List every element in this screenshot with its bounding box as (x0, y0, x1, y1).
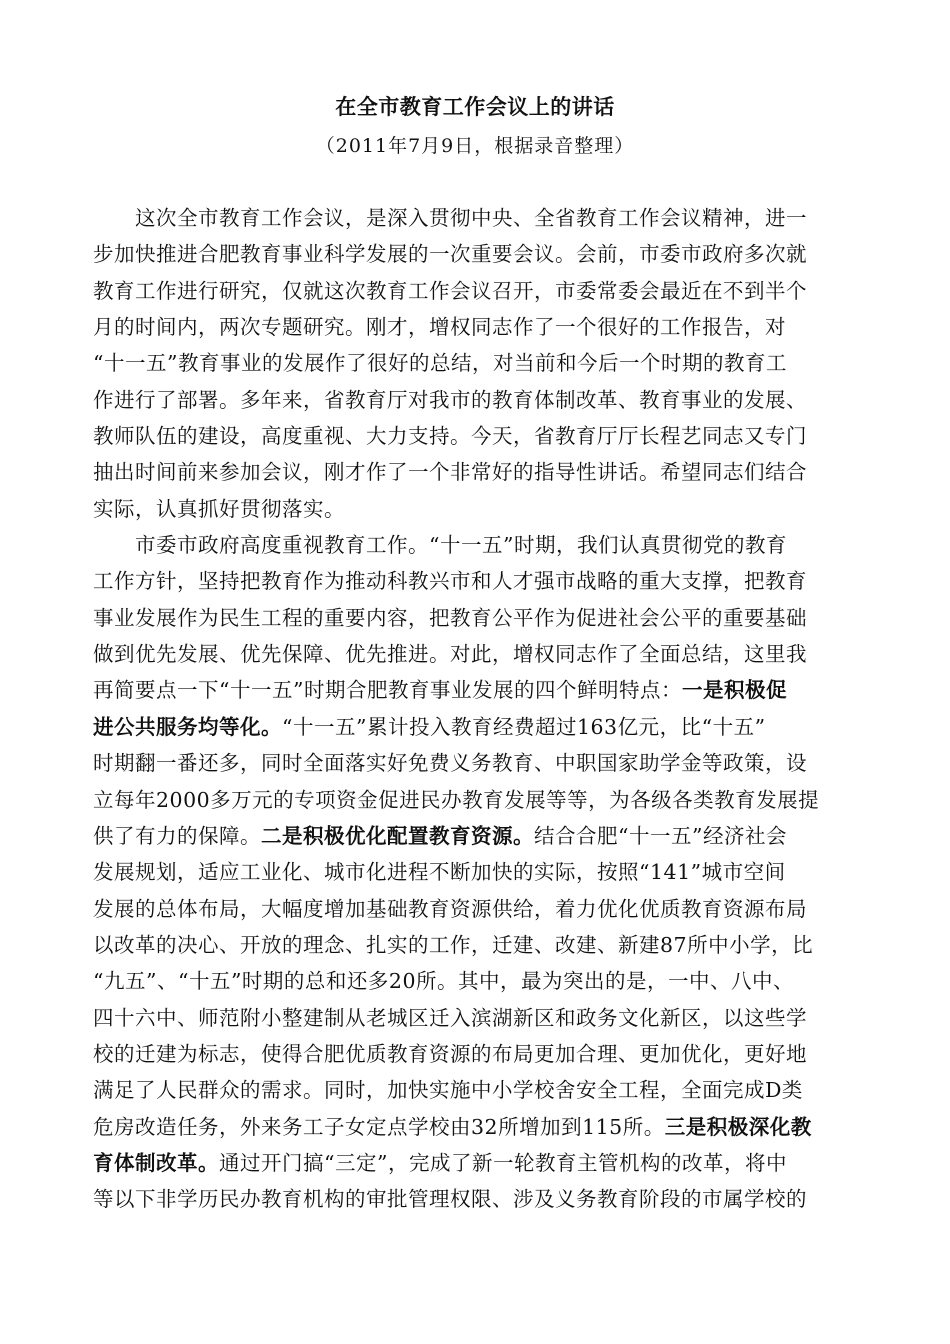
text-line: 育体制改革。通过开门搞“三定”，完成了新一轮教育主管机构的改革，将中 (93, 1150, 787, 1175)
text-line: 时期翻一番还多，同时全面落实好免费义务教育、中职国家助学金等政策，设 (93, 751, 807, 776)
text-line: 再简要点一下“十一五”时期合肥教育事业发展的四个鲜明特点：一是积极促 (93, 678, 787, 703)
text-line: “九五”、“十五”时期的总和还多20所。其中，最为突出的是，一中、八中、 (93, 969, 795, 994)
emphasis-text: 育体制改革。 (93, 1150, 219, 1175)
text-line: 发展的总体布局，大幅度增加基础教育资源供给，着力优化优质教育资源布局 (93, 896, 807, 921)
text-line: 月的时间内，两次专题研究。刚才，增权同志作了一个很好的工作报告，对 (93, 315, 786, 340)
document-body (93, 200, 863, 1218)
text-line: 满足了人民群众的需求。同时，加快实施中小学校舍安全工程，全面完成D类 (93, 1078, 803, 1103)
text-line: 教师队伍的建设，高度重视、大力支持。今天，省教育厅厅长程艺同志又专门 (93, 424, 807, 449)
text-line: “十一五”教育事业的发展作了很好的总结，对当前和今后一个时期的教育工 (93, 351, 787, 376)
text-line: 抽出时间前来参加会议，刚才作了一个非常好的指导性讲话。希望同志们结合 (93, 460, 807, 485)
text-line: 以改革的决心、开放的理念、扎实的工作，迁建、改建、新建87所中小学，比 (93, 932, 814, 957)
text-line: 立每年2000多万元的专项资金促进民办教育发展等等，为各级各类教育发展提 (93, 787, 820, 812)
text-line: 四十六中、师范附小整建制从老城区迁入滨湖新区和政务文化新区，以这些学 (93, 1005, 807, 1030)
text-line: 供了有力的保障。二是积极优化配置教育资源。结合合肥“十一五”经济社会 (93, 823, 787, 848)
text-line: 事业发展作为民生工程的重要内容，把教育公平作为促进社会公平的重要基础 (93, 605, 807, 630)
document-subtitle: （2011年7月9日，根据录音整理） (315, 135, 635, 157)
text-line: 进公共服务均等化。“十一五”累计投入教育经费超过163亿元，比“十五” (93, 714, 766, 739)
text-line: 市委市政府高度重视教育工作。“十一五”时期，我们认真贯彻党的教育 (135, 533, 787, 558)
text-line: 校的迁建为标志，使得合肥优质教育资源的布局更加合理、更加优化，更好地 (93, 1041, 807, 1066)
emphasis-text: 二是积极优化配置教育资源。 (261, 823, 534, 848)
emphasis-text: 进公共服务均等化。 (93, 714, 282, 739)
text-line: 实际，认真抓好贯彻落实。 (93, 496, 345, 521)
text-line: 教育工作进行研究，仅就这次教育工作会议召开，市委常委会最近在不到半个 (93, 278, 807, 303)
text-line: 步加快推进合肥教育事业科学发展的一次重要会议。会前，市委市政府多次就 (93, 242, 807, 267)
text-line: 作进行了部署。多年来，省教育厅对我市的教育体制改革、教育事业的发展、 (93, 387, 807, 412)
text-line: 等以下非学历民办教育机构的审批管理权限、涉及义务教育阶段的市属学校的 (93, 1187, 807, 1212)
emphasis-text: 一是积极促 (681, 678, 787, 703)
text-line: 做到优先发展、优先保障、优先推进。对此，增权同志作了全面总结，这里我 (93, 642, 807, 667)
text-line: 这次全市教育工作会议，是深入贯彻中央、全省教育工作会议精神，进一 (135, 206, 807, 230)
document-title: 在全市教育工作会议上的讲话 (335, 95, 615, 119)
text-line: 发展规划，适应工业化、城市化进程不断加快的实际，按照“141”城市空间 (93, 860, 786, 885)
text-line: 危房改造任务，外来务工子女定点学校由32所增加到115所。三是积极深化教 (93, 1114, 812, 1139)
emphasis-text: 三是积极深化教 (664, 1114, 812, 1139)
text-line: 工作方针，坚持把教育作为推动科教兴市和人才强市战略的重大支撑，把教育 (93, 569, 807, 594)
